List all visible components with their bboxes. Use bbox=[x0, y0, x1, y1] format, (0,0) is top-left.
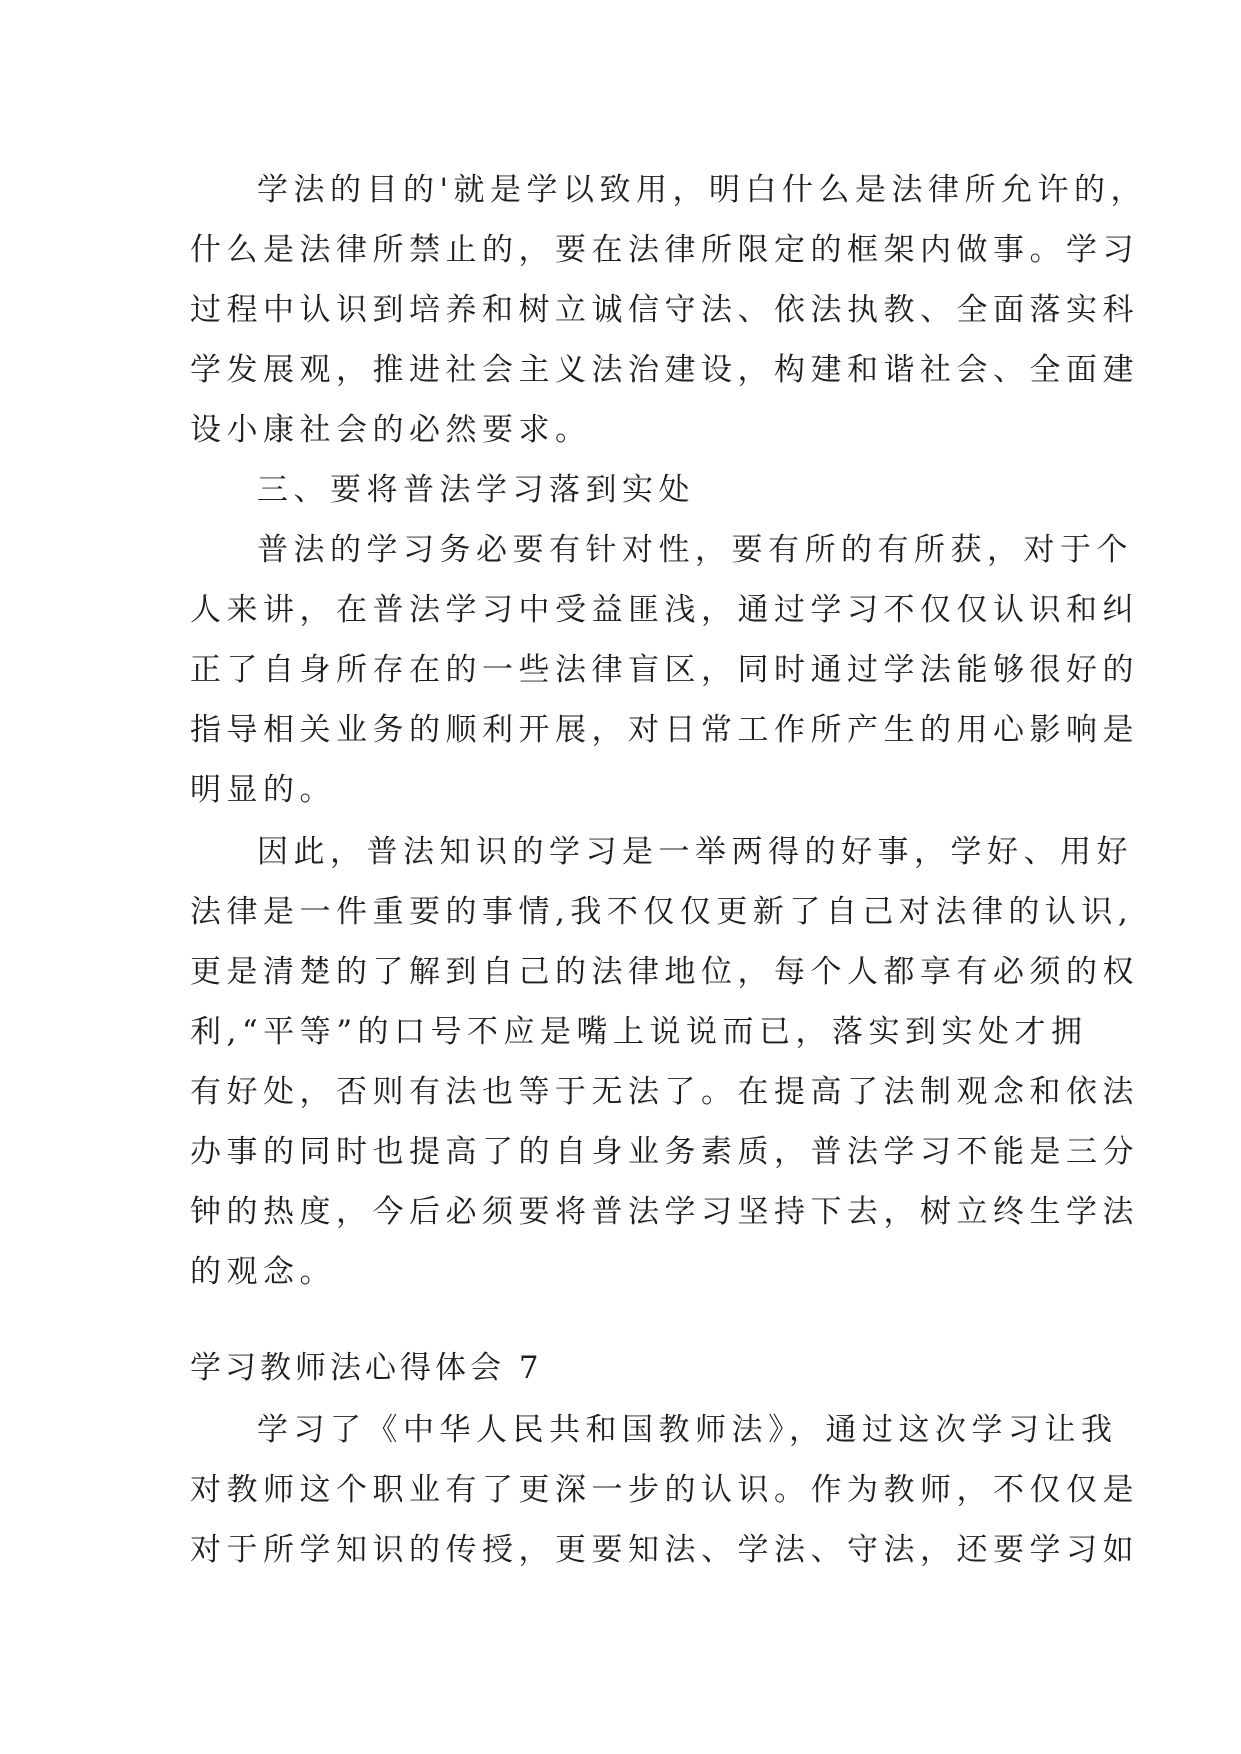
text-line: 利,“平等”的口号不应是嘴上说说而已，落实到实处才拥 bbox=[190, 1014, 1088, 1050]
text-line: 人来讲，在普法学习中受益匪浅，通过学习不仅仅认识和纠 bbox=[190, 592, 1139, 628]
text-line: 正了自身所存在的一些法律盲区，同时通过学法能够很好的 bbox=[190, 652, 1139, 688]
text-line: 的观念。 bbox=[190, 1254, 336, 1290]
text-line: 因此，普法知识的学习是一举两得的好事，学好、用好 bbox=[257, 834, 1133, 870]
text-line: 更是清楚的了解到自己的法律地位，每个人都享有必须的权 bbox=[190, 954, 1139, 990]
text-line: 对于所学知识的传授，更要知法、学法、守法，还要学习如 bbox=[190, 1532, 1139, 1568]
text-line: 钟的热度，今后必须要将普法学习坚持下去，树立终生学法 bbox=[190, 1194, 1139, 1230]
text-line: 设小康社会的必然要求。 bbox=[190, 412, 592, 448]
text-line: 有好处，否则有法也等于无法了。在提高了法制观念和依法 bbox=[190, 1074, 1139, 1110]
section-heading: 三、要将普法学习落到实处 bbox=[257, 472, 695, 508]
article-title: 学习教师法心得体会 7 bbox=[190, 1350, 543, 1386]
text-line: 对教师这个职业有了更深一步的认识。作为教师，不仅仅是 bbox=[190, 1472, 1139, 1508]
text-line: 什么是法律所禁止的，要在法律所限定的框架内做事。学习 bbox=[190, 232, 1139, 268]
text-line: 法律是一件重要的事情,我不仅仅更新了自己对法律的认识, bbox=[190, 894, 1134, 930]
text-line: 学发展观，推进社会主义法治建设，构建和谐社会、全面建 bbox=[190, 352, 1139, 388]
text-line: 学习了《中华人民共和国教师法》，通过这次学习让我 bbox=[257, 1412, 1118, 1448]
text-line: 过程中认识到培养和树立诚信守法、依法执教、全面落实科 bbox=[190, 292, 1139, 328]
text-line: 办事的同时也提高了的自身业务素质，普法学习不能是三分 bbox=[190, 1134, 1139, 1170]
text-line: 学法的目的'就是学以致用，明白什么是法律所允许的， bbox=[257, 172, 1148, 208]
text-line: 普法的学习务必要有针对性，要有所的有所获，对于个 bbox=[257, 532, 1133, 568]
text-line: 明显的。 bbox=[190, 772, 336, 808]
text-line: 指导相关业务的顺利开展，对日常工作所产生的用心影响是 bbox=[190, 712, 1139, 748]
